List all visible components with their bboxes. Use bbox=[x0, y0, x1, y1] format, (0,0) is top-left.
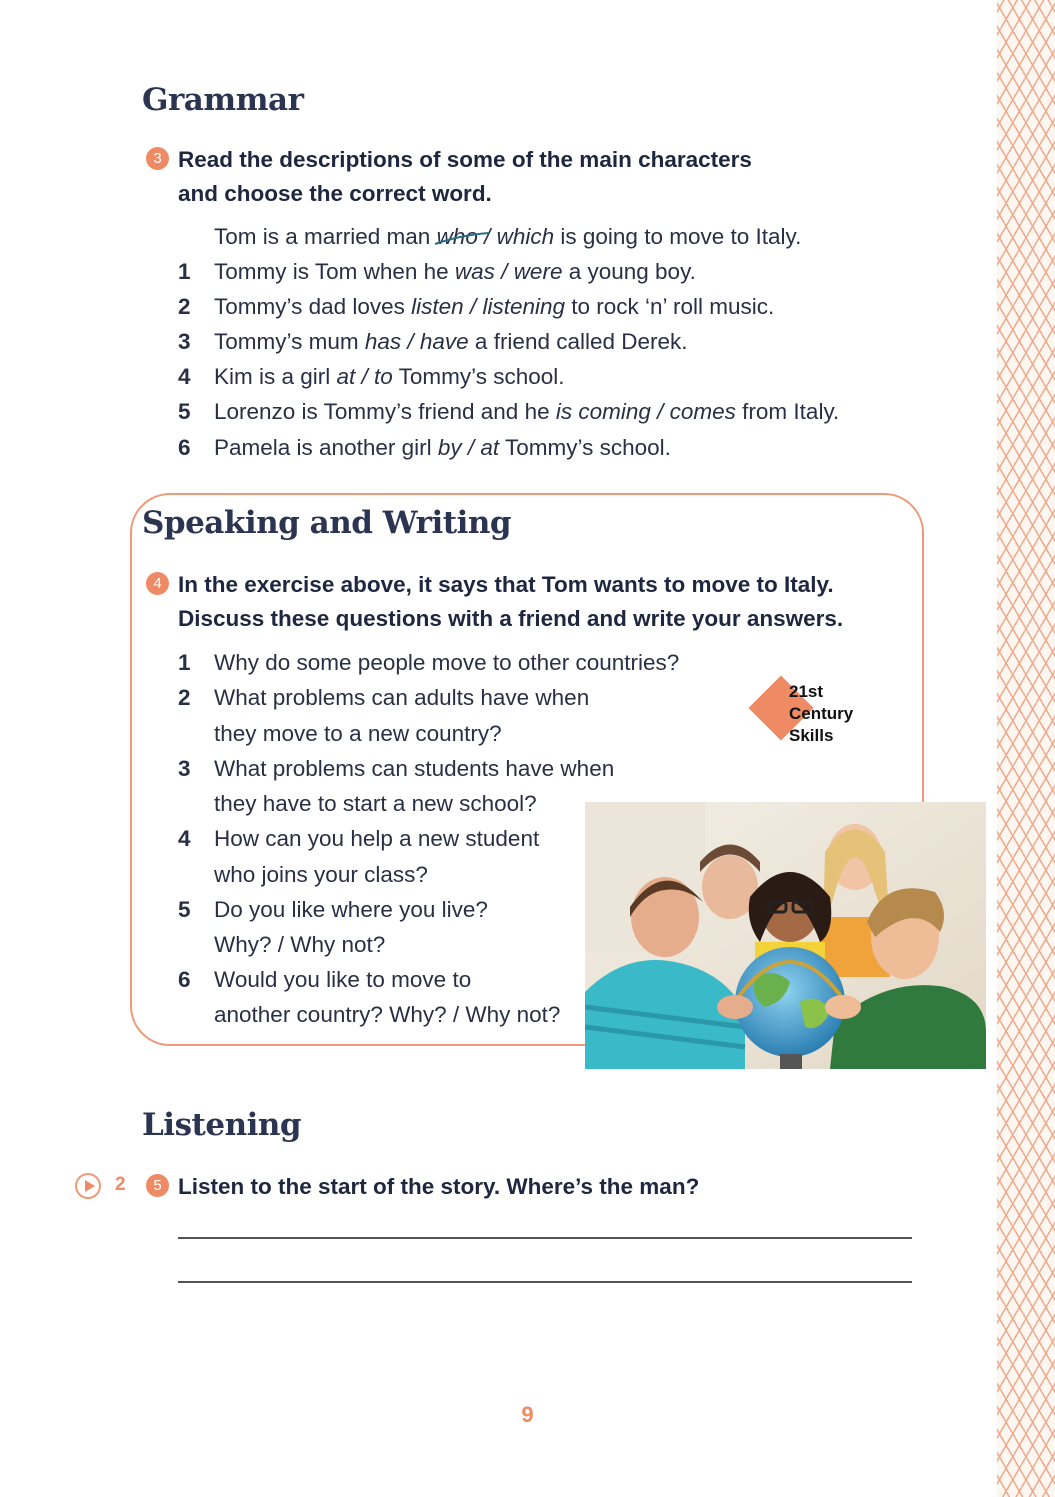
exercise-number-4: 4 bbox=[146, 572, 169, 595]
question-item: 3 What problems can students have when bbox=[178, 756, 615, 781]
grammar-instruction: Read the descriptions of some of the main characters and choose the correct word. bbox=[178, 147, 752, 206]
audio-track-number: 2 bbox=[115, 1174, 126, 1195]
decorative-border bbox=[997, 0, 1055, 1497]
question-item: 1 Why do some people move to other countries? bbox=[178, 650, 680, 675]
play-audio-icon[interactable] bbox=[75, 1173, 101, 1199]
exercise-number-5: 5 bbox=[146, 1174, 169, 1197]
question-item: 6 Would you like to move to bbox=[178, 967, 472, 992]
grammar-item: 5 Lorenzo is Tommy’s friend and he is coming / comes from Italy. bbox=[178, 399, 840, 424]
question-continuation: Why? / Why not? bbox=[214, 932, 386, 957]
question-continuation: they move to a new country? bbox=[214, 721, 502, 746]
speaking-instruction: In the exercise above, it says that Tom wants to move to Italy. Discuss these questions with a friend and write your answers. bbox=[178, 572, 844, 631]
listening-heading: Listening bbox=[142, 1107, 302, 1143]
question-item: 2 What problems can adults have when bbox=[178, 685, 590, 710]
answer-line[interactable] bbox=[178, 1281, 912, 1283]
grammar-example: Tom is a married man who / which is going to move to Italy. bbox=[214, 224, 802, 249]
grammar-item: 4 Kim is a girl at / to Tommy’s school. bbox=[178, 364, 565, 389]
question-item: 4 How can you help a new student bbox=[178, 826, 540, 851]
question-continuation: another country? Why? / Why not? bbox=[214, 1002, 561, 1027]
answer-line[interactable] bbox=[178, 1237, 912, 1239]
grammar-item: 6 Pamela is another girl by / at Tommy’s school. bbox=[178, 435, 671, 460]
speaking-heading: Speaking and Writing bbox=[142, 505, 512, 541]
grammar-item: 2 Tommy’s dad loves listen / listening to rock ‘n’ roll music. bbox=[178, 294, 775, 319]
exercise-number-3: 3 bbox=[146, 147, 169, 170]
listening-instruction: Listen to the start of the story. Where’s the man? bbox=[178, 1174, 700, 1199]
question-continuation: who joins your class? bbox=[214, 862, 428, 887]
question-item: 5 Do you like where you live? bbox=[178, 897, 488, 922]
grammar-item: 1 Tommy is Tom when he was / were a young boy. bbox=[178, 259, 696, 284]
page-number: 9 bbox=[521, 1402, 534, 1427]
question-continuation: they have to start a new school? bbox=[214, 791, 537, 816]
21st-century-skills-badge: 21st Century Skills bbox=[752, 677, 872, 749]
grammar-item: 3 Tommy’s mum has / have a friend called Derek. bbox=[178, 329, 688, 354]
grammar-heading: Grammar bbox=[142, 82, 304, 118]
students-globe-photo bbox=[585, 802, 986, 1069]
crossed-out-mark bbox=[433, 231, 491, 247]
